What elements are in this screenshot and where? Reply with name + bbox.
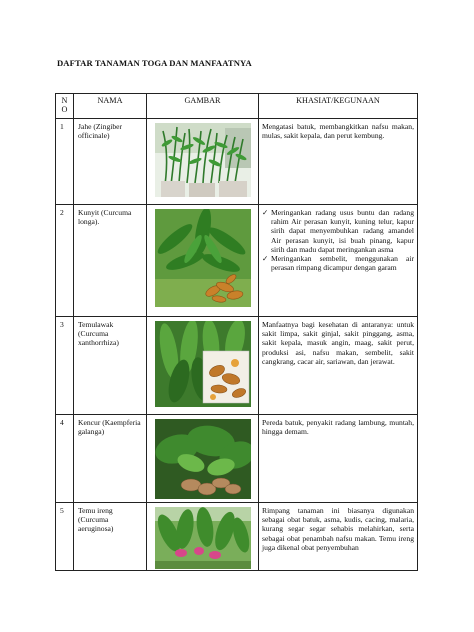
plant-name: Temulawak (Curcuma xanthorrhiza) — [74, 317, 147, 415]
temulawak-plant-photo — [155, 321, 251, 407]
table-row — [56, 317, 418, 415]
list-item: ✓ Meringankan radang usus buntu dan radang rahim Air perasan kunyit, kuning telur, kapur sirih dapat menyembuhkan radang amandel Air perasan kunyit, isi buah pinang, kapur sirih dan madu dapat meringankan asma — [262, 208, 414, 254]
document-title: DAFTAR TANAMAN TOGA DAN MANFAATNYA — [57, 58, 252, 68]
row-number: 5 — [56, 503, 74, 571]
header-nama: NAMA — [74, 94, 147, 119]
row-number: 3 — [56, 317, 74, 415]
temu-ireng-plant-photo — [155, 507, 251, 569]
toga-table — [55, 93, 418, 571]
plant-benefit: Pereda batuk, penyakit radang lambung, muntah, hingga demam. — [259, 415, 418, 503]
turmeric-plant-photo — [155, 209, 251, 307]
header-no: N O — [56, 94, 74, 119]
ginger-plant-photo — [155, 123, 251, 197]
plant-benefit: Manfaatnya bagi kesehatan di antaranya: untuk sakit limpa, sakit ginjal, sakit pinggang, asma, sakit kepala, masuk angin, maag, sakit perut, produksi asi, nafsu makan, sembelit, sakit cangkrang, cacar air, sariawan, dan jerawat. — [259, 317, 418, 415]
plant-benefit: Rimpang tanaman ini biasanya digunakan sebagai obat batuk, asma, kudis, cacing, malaria, kurang segar segar sehabis melahirkan, serta sebagai obat penambah nafsu makan. Temu ireng juga dikenal obat penyembuhan — [259, 503, 418, 571]
plant-name: Jahe (Zingiber officinale) — [74, 119, 147, 205]
kencur-plant-photo — [155, 419, 251, 499]
row-number: 2 — [56, 205, 74, 317]
table-row — [56, 205, 418, 317]
plant-benefit: Mengatasi batuk, membangkitkan nafsu makan, mulas, sakit kepala, dan perut kembung. — [259, 119, 418, 205]
row-number: 1 — [56, 119, 74, 205]
table-row — [56, 119, 418, 205]
benefit-list — [262, 208, 414, 272]
list-item: ✓ Meringankan sembelit, menggunakan air perasan rimpang dicampur dengan garam — [262, 254, 414, 273]
plant-name: Kunyit (Curcuma longa). — [74, 205, 147, 317]
check-icon: ✓ — [262, 208, 269, 217]
table-header-row — [56, 94, 418, 119]
plant-name: Kencur (Kaempferia galanga) — [74, 415, 147, 503]
header-khasiat: KHASIAT/KEGUNAAN — [259, 94, 418, 119]
header-gambar: GAMBAR — [147, 94, 259, 119]
check-icon: ✓ — [262, 254, 269, 264]
table-row — [56, 503, 418, 571]
plant-name: Temu ireng (Curcuma aeruginosa) — [74, 503, 147, 571]
table-row — [56, 415, 418, 503]
row-number: 4 — [56, 415, 74, 503]
